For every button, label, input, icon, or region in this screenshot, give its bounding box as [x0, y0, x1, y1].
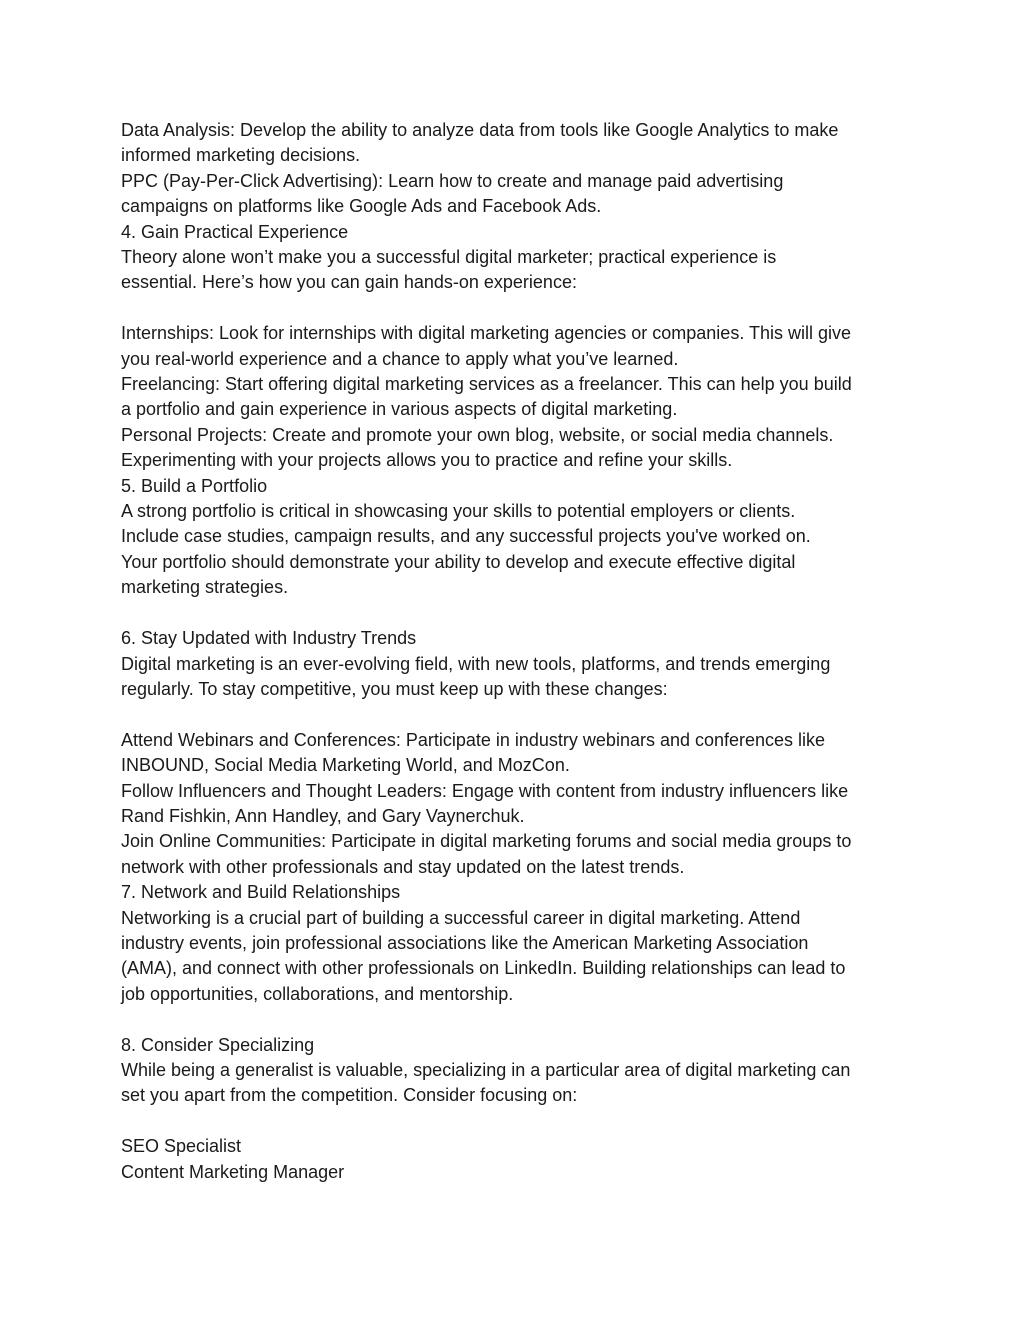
blank-line [121, 1007, 911, 1032]
text-line: 4. Gain Practical Experience [121, 221, 349, 242]
text-line: you real-world experience and a chance to apply what you’ve learned. [121, 348, 679, 369]
text-line: job opportunities, collaborations, and mentorship. [121, 983, 514, 1004]
text-line: 7. Network and Build Relationships [121, 882, 401, 903]
blank-line [121, 296, 911, 321]
text-line: 8. Consider Specializing [121, 1034, 315, 1055]
text-line: Join Online Communities: Participate in digital marketing forums and social media groups to [121, 831, 852, 852]
text-line: (AMA), and connect with other professionals on LinkedIn. Building relationships can lead to [121, 958, 846, 979]
text-line: campaigns on platforms like Google Ads and Facebook Ads. [121, 196, 602, 217]
text-line: Freelancing: Start offering digital marketing services as a freelancer. This can help you build [121, 374, 852, 395]
text-line: 6. Stay Updated with Industry Trends [121, 628, 417, 649]
blank-line [121, 702, 911, 727]
text-line: Internships: Look for internships with digital marketing agencies or companies. This will give [121, 323, 852, 344]
text-line: network with other professionals and stay updated on the latest trends. [121, 856, 685, 877]
text-line: Digital marketing is an ever-evolving field, with new tools, platforms, and trends emerging [121, 653, 831, 674]
text-line: SEO Specialist [121, 1136, 242, 1157]
text-line: Your portfolio should demonstrate your ability to develop and execute effective digital [121, 551, 796, 572]
blank-line [121, 1109, 911, 1134]
text-line: Rand Fishkin, Ann Handley, and Gary Vaynerchuk. [121, 805, 525, 826]
text-line: a portfolio and gain experience in various aspects of digital marketing. [121, 399, 678, 420]
text-line: marketing strategies. [121, 577, 289, 598]
text-line: Networking is a crucial part of building a successful career in digital marketing. Attend [121, 907, 801, 928]
text-line: While being a generalist is valuable, specializing in a particular area of digital marketing can [121, 1059, 851, 1080]
text-line: Data Analysis: Develop the ability to analyze data from tools like Google Analytics to make [121, 120, 839, 140]
text-line: Personal Projects: Create and promote your own blog, website, or social media channels. [121, 424, 834, 445]
text-line: essential. Here’s how you can gain hands-on experience: [121, 272, 577, 293]
text-line: industry events, join professional associations like the American Marketing Association [121, 932, 809, 953]
text-line: informed marketing decisions. [121, 145, 361, 166]
text-line: Follow Influencers and Thought Leaders: Engage with content from industry influencers like [121, 780, 849, 801]
text-line: Theory alone won’t make you a successful digital marketer; practical experience is [121, 247, 777, 268]
text-line: set you apart from the competition. Consider focusing on: [121, 1085, 578, 1106]
document-page [121, 118, 911, 1185]
text-line: Attend Webinars and Conferences: Participate in industry webinars and conferences like [121, 729, 826, 750]
text-line: INBOUND, Social Media Marketing World, and MozCon. [121, 755, 570, 776]
text-line: PPC (Pay-Per-Click Advertising): Learn how to create and manage paid advertising [121, 170, 784, 191]
blank-line [121, 601, 911, 626]
text-line: A strong portfolio is critical in showcasing your skills to potential employers or clients. [121, 501, 796, 522]
text-line: Experimenting with your projects allows you to practice and refine your skills. [121, 450, 733, 471]
text-line: Content Marketing Manager [121, 1161, 345, 1182]
text-line: regularly. To stay competitive, you must keep up with these changes: [121, 678, 668, 699]
text-line: Include case studies, campaign results, and any successful projects you've worked on. [121, 526, 811, 547]
text-line: 5. Build a Portfolio [121, 475, 268, 496]
